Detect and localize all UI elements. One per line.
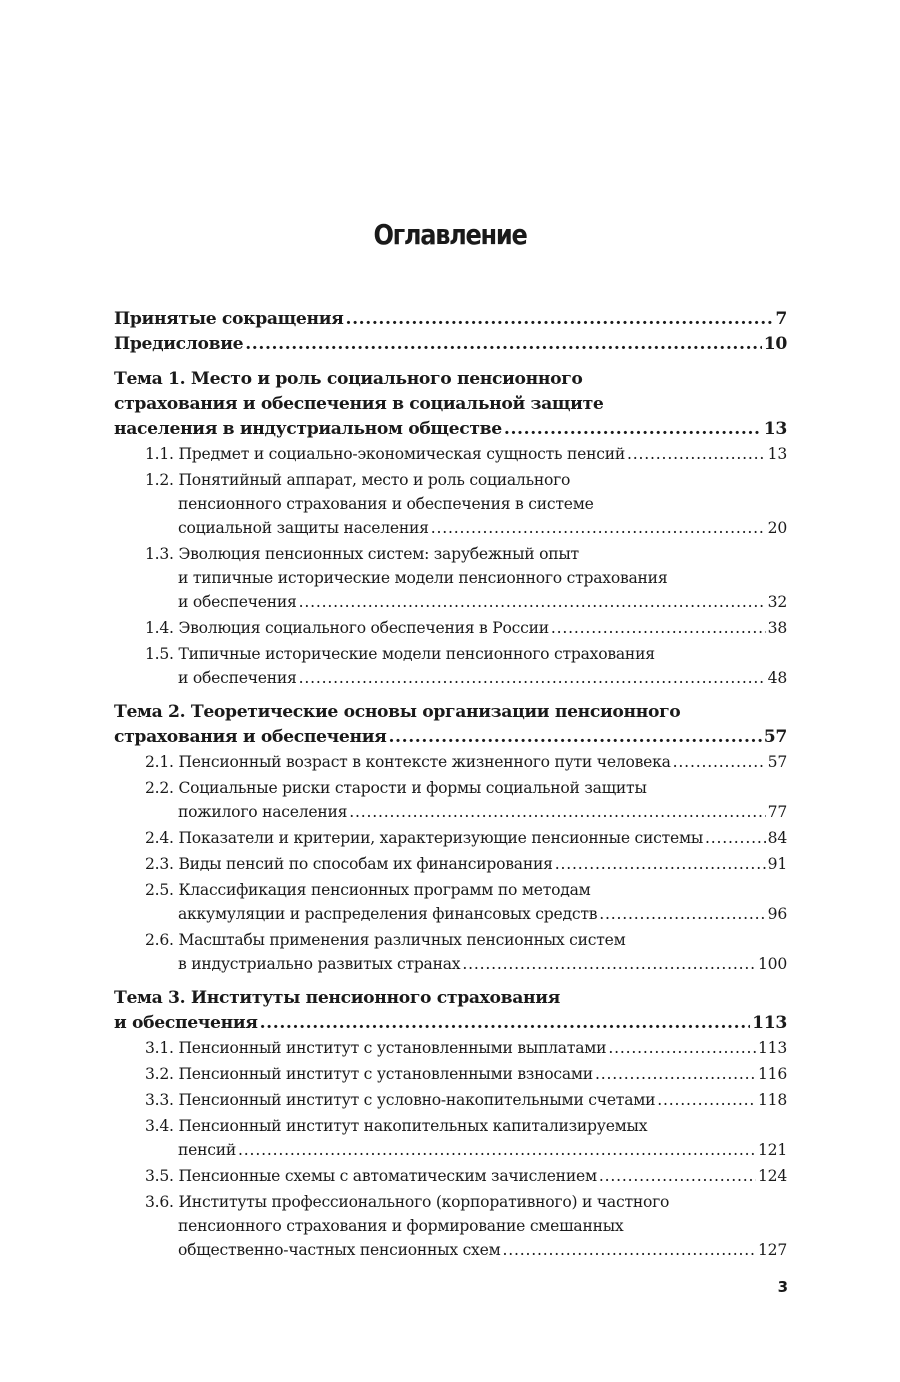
toc-subentry-1-1[interactable] (114, 442, 787, 466)
toc-topic-3[interactable] (114, 986, 787, 1036)
toc-entry-title: Принятые сокращения (114, 309, 344, 329)
toc-page-number: 100 (757, 955, 787, 973)
toc-subentry-line: 3.4. Пенсионный институт накопительных капитализируемых (145, 1117, 648, 1135)
dot-leader (238, 1138, 756, 1162)
toc-topic-title-line: страхования и обеспечения в социальной защите (114, 394, 604, 414)
toc-subentry-line: пенсионного страхования и формирование смешанных (178, 1217, 624, 1235)
dot-leader (657, 1088, 756, 1112)
toc-subentry-line: 2.6. Масштабы применения различных пенсионных систем (145, 931, 626, 949)
dot-leader (673, 750, 766, 774)
toc-entry-title: Предисловие (114, 334, 244, 354)
toc-page-number: 20 (767, 519, 787, 537)
dot-leader (599, 902, 765, 926)
toc-subentry-line: 3.2. Пенсионный институт с установленными взносами (145, 1065, 593, 1083)
toc-subentry-3-4[interactable] (114, 1114, 787, 1162)
toc-entry-preface[interactable] (114, 332, 787, 357)
dot-leader (431, 516, 766, 540)
toc-topic-title-line: страхования и обеспечения (114, 727, 387, 747)
toc-subentry-1-3[interactable] (114, 542, 787, 614)
toc-page-number: 7 (775, 309, 787, 329)
toc-subentry-line: общественно-частных пенсионных схем (178, 1241, 501, 1259)
toc-page-number: 48 (767, 669, 787, 687)
toc-subentry-line: 2.2. Социальные риски старости и формы социальной защиты (145, 779, 647, 797)
toc-page-number: 91 (767, 855, 787, 873)
toc-page-number: 13 (763, 419, 787, 439)
toc-subentry-3-6[interactable] (114, 1190, 787, 1262)
dot-leader (555, 852, 766, 876)
toc-entry-abbreviations[interactable] (114, 307, 787, 332)
toc-page-number: 77 (767, 803, 787, 821)
toc-subentry-line: пенсий (178, 1141, 237, 1159)
toc-page-number: 116 (757, 1065, 787, 1083)
toc-subentry-1-2[interactable] (114, 468, 787, 540)
toc-page-number: 118 (757, 1091, 787, 1109)
toc-page-number: 38 (767, 619, 787, 637)
toc-topic-title-line: и обеспечения (114, 1013, 258, 1033)
dot-leader (627, 442, 766, 466)
dot-leader (504, 417, 762, 442)
toc-subentry-line: в индустриально развитых странах (178, 955, 461, 973)
page-title: Оглавление (373, 218, 527, 251)
toc-topic-title-line: Тема 1. Место и роль социального пенсионного (114, 369, 583, 389)
dot-leader (551, 616, 766, 640)
toc-page-number: 113 (752, 1013, 787, 1033)
toc-page-number: 13 (767, 445, 787, 463)
toc-subentry-line: 3.6. Институты профессионального (корпоративного) и частного (145, 1193, 670, 1211)
toc-page-number: 113 (757, 1039, 787, 1057)
toc-subentry-2-5[interactable] (114, 878, 787, 926)
dot-leader (388, 725, 761, 750)
toc-page-number: 96 (767, 905, 787, 923)
toc-subentry-line: аккумуляции и распределения финансовых средств (178, 905, 598, 923)
toc-subentry-line: и типичные исторические модели пенсионного страхования (178, 569, 668, 587)
toc-topic-title-line: населения в индустриальном обществе (114, 419, 502, 439)
toc-page-number: 57 (763, 727, 787, 747)
dot-leader (599, 1164, 756, 1188)
toc-subentry-1-4[interactable] (114, 616, 787, 640)
dot-leader (502, 1238, 756, 1262)
toc-subentry-line: 3.1. Пенсионный институт с установленными выплатами (145, 1039, 607, 1057)
toc-page-number: 10 (763, 334, 787, 354)
page-number: 3 (777, 1278, 788, 1296)
toc-page-number: 121 (757, 1141, 787, 1159)
toc-subentry-2-1[interactable] (114, 750, 787, 774)
toc-page-number: 57 (767, 753, 787, 771)
toc-subentry-line: 1.5. Типичные исторические модели пенсионного страхования (145, 645, 655, 663)
toc-subentry-3-1[interactable] (114, 1036, 787, 1060)
toc-subentry-2-4[interactable] (114, 826, 787, 850)
toc-subentry-line: 2.4. Показатели и критерии, характеризующие пенсионные системы (145, 829, 704, 847)
dot-leader (245, 332, 762, 357)
toc-subentry-2-6[interactable] (114, 928, 787, 976)
toc-subentry-line: 1.2. Понятийный аппарат, место и роль социального (145, 471, 571, 489)
toc-page-number: 124 (757, 1167, 787, 1185)
dot-leader (260, 1011, 751, 1036)
toc-topic-title-line: Тема 3. Институты пенсионного страхования (114, 988, 561, 1008)
toc-subentry-line: 2.3. Виды пенсий по способам их финансирования (145, 855, 553, 873)
toc-subentry-2-3[interactable] (114, 852, 787, 876)
toc-subentry-line: 3.3. Пенсионный институт с условно-накопительными счетами (145, 1091, 656, 1109)
dot-leader (345, 307, 773, 332)
toc-subentry-line: социальной защиты населения (178, 519, 429, 537)
table-of-contents (114, 307, 787, 1262)
toc-subentry-2-2[interactable] (114, 776, 787, 824)
toc-subentry-line: 2.1. Пенсионный возраст в контексте жизненного пути человека (145, 753, 671, 771)
toc-topic-1[interactable] (114, 367, 787, 442)
toc-page-number: 127 (757, 1241, 787, 1259)
dot-leader (608, 1036, 756, 1060)
toc-subentry-1-5[interactable] (114, 642, 787, 690)
toc-subentry-line: 1.1. Предмет и социально-экономическая сущность пенсий (145, 445, 626, 463)
toc-subentry-line: и обеспечения (178, 669, 297, 687)
toc-subentry-line: 1.4. Эволюция социального обеспечения в России (145, 619, 549, 637)
dot-leader (299, 666, 766, 690)
toc-page-number: 84 (767, 829, 787, 847)
dot-leader (462, 952, 756, 976)
toc-topic-title-line: Тема 2. Теоретические основы организации пенсионного (114, 702, 681, 722)
toc-subentry-line: пенсионного страхования и обеспечения в системе (178, 495, 594, 513)
toc-subentry-3-3[interactable] (114, 1088, 787, 1112)
dot-leader (595, 1062, 756, 1086)
toc-subentry-line: и обеспечения (178, 593, 297, 611)
toc-subentry-line: пожилого населения (178, 803, 348, 821)
dot-leader (299, 590, 766, 614)
toc-subentry-line: 1.3. Эволюция пенсионных систем: зарубежный опыт (145, 545, 579, 563)
toc-subentry-3-2[interactable] (114, 1062, 787, 1086)
toc-page-number: 32 (767, 593, 787, 611)
toc-subentry-line: 2.5. Классификация пенсионных программ по методам (145, 881, 591, 899)
toc-subentry-line: 3.5. Пенсионные схемы с автоматическим зачислением (145, 1167, 597, 1185)
dot-leader (349, 800, 765, 824)
toc-subentry-3-5[interactable] (114, 1164, 787, 1188)
toc-topic-2[interactable] (114, 700, 787, 750)
dot-leader (705, 826, 766, 850)
